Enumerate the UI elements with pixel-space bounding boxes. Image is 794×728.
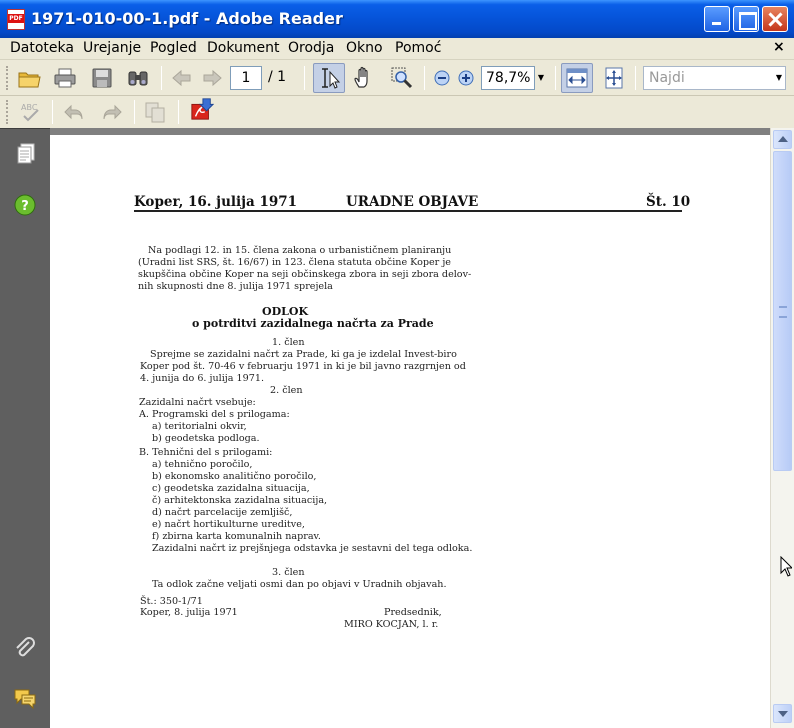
article-line: Zazidalni načrt vsebuje: [139,397,256,408]
article-line: d) načrt parcelacije zemljišč, [152,507,293,518]
toolbar-separator [134,100,135,124]
hand-tool-icon[interactable] [352,66,376,90]
page-total-label: / 1 [268,69,287,85]
article-line: e) načrt hortikulturne ureditve, [152,519,305,530]
attachments-paperclip-icon[interactable] [13,636,37,660]
mouse-pointer-icon [780,556,792,578]
menu-bar [0,38,794,60]
menu-datoteka[interactable]: Datoteka [10,40,74,56]
doc-subtitle: o potrditvi zazidalnega načrta za Prade [192,317,434,330]
redo-icon[interactable] [100,100,124,124]
article-line: Koper pod št. 70-46 v februarju 1971 in ki je bil javno razgrnjen od [140,361,466,372]
menu-pogled[interactable]: Pogled [150,40,197,56]
comments-icon[interactable] [13,686,37,710]
toolbar-grip[interactable] [6,66,9,90]
toolbar-separator [635,66,636,90]
window-title: 1971-010-00-1.pdf - Adobe Reader [31,9,343,28]
intro-line: (Uradni list SRS, št. 16/67) in 123. člena statuta občine Koper je [138,257,451,268]
pdf-page[interactable] [50,135,770,728]
toolbar-separator [178,100,179,124]
article-heading: 2. člen [270,385,303,396]
doc-header-rule [134,210,682,212]
title-bar[interactable] [0,0,794,38]
select-text-cursor-icon [317,66,341,90]
next-page-icon[interactable] [200,66,224,90]
search-dropdown-arrow-icon[interactable]: ▼ [775,73,783,82]
article-line: a) tehnično poročilo, [152,459,253,470]
doc-title: ODLOK [262,305,308,318]
article-line: b) geodetska podloga. [152,433,260,444]
signer-role: Predsednik, [384,607,442,618]
spell-check-icon[interactable] [19,100,43,124]
marquee-zoom-icon[interactable] [390,66,414,90]
article-heading: 3. člen [272,567,305,578]
toolbar-separator [424,66,425,90]
zoom-level-input[interactable]: 78,7% [481,66,535,90]
signer-name: MIRO KOCJAN, l. r. [344,619,439,630]
maximize-button[interactable] [733,6,759,32]
toolbar-grip[interactable] [6,100,9,124]
binoculars-icon[interactable] [126,66,150,90]
article-line: a) teritorialni okvir, [152,421,247,432]
menu-dokument[interactable]: Dokument [207,40,280,56]
save-icon[interactable] [90,66,114,90]
pdf-app-icon [7,9,25,30]
intro-line: Na podlagi 12. in 15. člena zakona o urbanističnem planiranju [148,245,452,256]
article-heading: 1. člen [272,337,305,348]
doc-header-date: Koper, 16. julija 1971 [134,194,298,210]
article-line: B. Tehnični del s prilogami: [139,447,273,458]
article-line: A. Programski del s prilogama: [139,409,290,420]
copy-icon[interactable] [143,100,167,124]
close-button[interactable] [762,6,788,32]
svg-text:ABC: ABC [21,103,38,112]
menu-okno[interactable]: Okno [346,40,383,56]
reference-number: Št.: 350-1/71 [140,596,203,607]
toolbar-separator [161,66,162,90]
menu-pomoc[interactable]: Pomoć [395,40,442,56]
intro-line: skupščina občine Koper na seji občinskega zbora in seji zbora delov- [138,269,472,280]
article-line: c) geodetska zazidalna situacija, [152,483,310,494]
undo-icon[interactable] [62,100,86,124]
article-line: Zazidalni načrt iz prejšnjega odstavka je sestavni del tega odloka. [152,543,473,554]
article-line: Ta odlok začne veljati osmi dan po objavi v Uradnih objavah. [152,579,447,590]
scroll-up-button[interactable] [773,130,792,149]
article-line: 4. junija do 6. julija 1971. [140,373,265,384]
open-folder-icon[interactable] [17,66,41,90]
article-line: b) ekonomsko analitično poročilo, [152,471,317,482]
svg-text:?: ? [21,199,29,214]
page-number-input[interactable]: 1 [230,66,262,90]
article-line: f) zbirna karta komunalnih naprav. [152,531,321,542]
fit-width-icon [565,66,589,90]
scroll-thumb[interactable] [773,151,792,471]
place-date: Koper, 8. julija 1971 [140,607,238,618]
create-pdf-icon[interactable] [190,97,214,121]
toolbar-separator [555,66,556,90]
zoom-dropdown-arrow-icon[interactable]: ▼ [537,73,545,82]
article-line: č) arhitektonska zazidalna situacija, [152,495,328,506]
doc-header-issue: Št. 10 [646,194,691,210]
search-input[interactable]: Najdi [643,66,786,90]
pages-icon[interactable] [14,142,38,166]
doc-header-title: URADNE OBJAVE [346,194,479,210]
vertical-scrollbar[interactable] [770,128,794,728]
document-close-icon[interactable]: × [773,39,785,55]
fit-page-icon[interactable] [602,66,626,90]
toolbar-separator [304,66,305,90]
zoom-out-icon[interactable] [430,66,454,90]
toolbar-separator [52,100,53,124]
menu-orodja[interactable]: Orodja [288,40,335,56]
minimize-button[interactable] [704,6,730,32]
intro-line: nih skupnosti dne 8. julija 1971 sprejela [138,281,333,292]
print-icon[interactable] [53,66,77,90]
article-line: Sprejme se zazidalni načrt za Prade, ki ga je izdelal Invest-biro [150,349,457,360]
previous-page-icon[interactable] [170,66,194,90]
zoom-in-icon[interactable] [454,66,478,90]
help-icon[interactable] [13,193,37,217]
scroll-down-button[interactable] [773,704,792,723]
menu-urejanje[interactable]: Urejanje [83,40,142,56]
